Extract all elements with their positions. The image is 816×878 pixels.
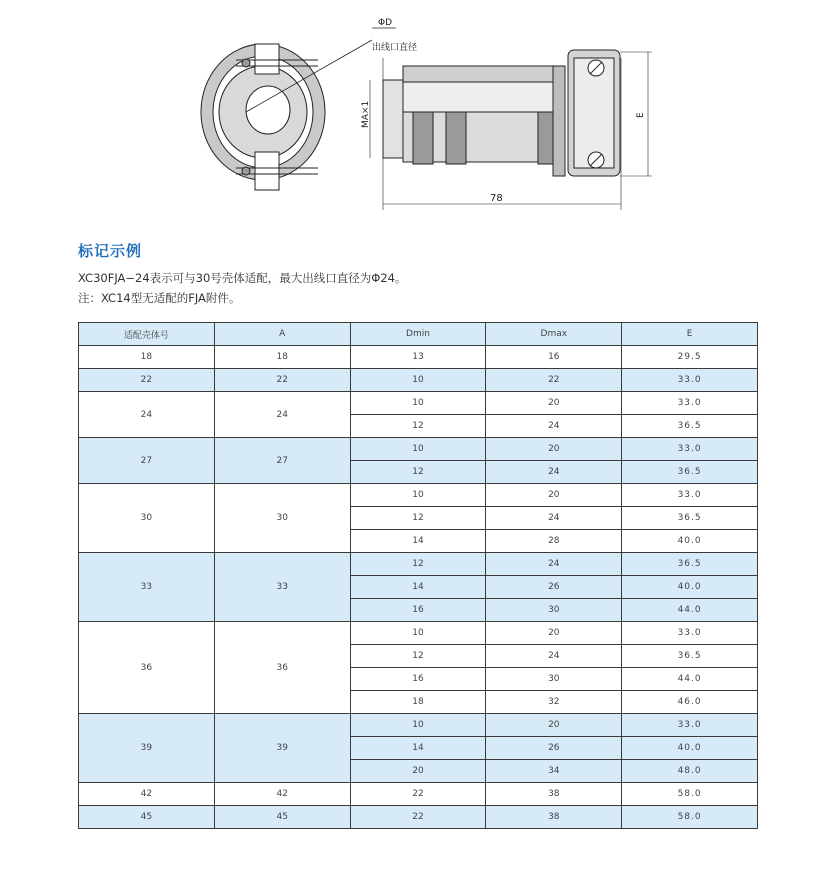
dmin-cell: 14: [350, 576, 486, 599]
shell-size-cell: 18: [79, 346, 215, 369]
thread-label: MA×1: [361, 100, 371, 128]
dmin-cell: 12: [350, 415, 486, 438]
e-value-cell: 58.0: [622, 783, 758, 806]
header-dmax: Dmax: [486, 323, 622, 346]
phi-d-label: ΦD: [378, 18, 393, 28]
dmax-cell: 24: [486, 645, 622, 668]
e-value-cell: 40.0: [622, 530, 758, 553]
shell-size-cell: 33: [79, 553, 215, 622]
example-description: XC30FJA−24表示可与30号壳体适配，最大出线口直径为Φ24。: [78, 271, 407, 285]
dmax-cell: 24: [486, 461, 622, 484]
dmax-cell: 38: [486, 806, 622, 829]
e-value-cell: 33.0: [622, 438, 758, 461]
clamp-front-view: [201, 40, 372, 190]
dmin-cell: 10: [350, 714, 486, 737]
e-value-cell: 33.0: [622, 392, 758, 415]
shell-size-cell: 36: [79, 622, 215, 714]
dmax-cell: 20: [486, 392, 622, 415]
dmax-cell: 20: [486, 622, 622, 645]
table-row: [79, 553, 758, 576]
e-value-cell: 36.5: [622, 415, 758, 438]
dmin-cell: 10: [350, 392, 486, 415]
table-row: [79, 484, 758, 507]
dmin-cell: 12: [350, 645, 486, 668]
e-value-cell: 29.5: [622, 346, 758, 369]
shell-size-cell: 27: [79, 438, 215, 484]
table-header-row: [79, 323, 758, 346]
dmin-cell: 12: [350, 461, 486, 484]
shell-size-cell: 39: [79, 714, 215, 783]
table-row: [79, 438, 758, 461]
dmax-cell: 26: [486, 576, 622, 599]
dmax-cell: 26: [486, 737, 622, 760]
dmin-cell: 22: [350, 783, 486, 806]
dmax-cell: 28: [486, 530, 622, 553]
a-value-cell: 39: [214, 714, 350, 783]
header-a: A: [214, 323, 350, 346]
table-row: [79, 392, 758, 415]
dmin-cell: 10: [350, 484, 486, 507]
table-row: [79, 783, 758, 806]
e-value-cell: 36.5: [622, 507, 758, 530]
dimension-e-label: E: [636, 112, 646, 118]
a-value-cell: 27: [214, 438, 350, 484]
e-value-cell: 33.0: [622, 484, 758, 507]
header-e: E: [622, 323, 758, 346]
length-dimension-label: 78: [490, 193, 503, 204]
dmin-cell: 14: [350, 530, 486, 553]
dmax-cell: 32: [486, 691, 622, 714]
connector-technical-drawing: [0, 0, 816, 220]
e-value-cell: 40.0: [622, 576, 758, 599]
dmax-cell: 30: [486, 599, 622, 622]
table-row: [79, 806, 758, 829]
dmax-cell: 16: [486, 346, 622, 369]
table-row: [79, 369, 758, 392]
dmax-cell: 38: [486, 783, 622, 806]
e-value-cell: 33.0: [622, 622, 758, 645]
dmin-cell: 18: [350, 691, 486, 714]
table-row: [79, 346, 758, 369]
dmin-cell: 12: [350, 507, 486, 530]
shell-size-cell: 45: [79, 806, 215, 829]
dmax-cell: 24: [486, 415, 622, 438]
dmin-cell: 16: [350, 599, 486, 622]
dmin-cell: 14: [350, 737, 486, 760]
outlet-diameter-label: 出线口直径: [372, 43, 418, 53]
shell-size-cell: 42: [79, 783, 215, 806]
e-value-cell: 36.5: [622, 461, 758, 484]
dmin-cell: 22: [350, 806, 486, 829]
accessory-side-view: [370, 50, 652, 210]
dmin-cell: 10: [350, 622, 486, 645]
dmax-cell: 34: [486, 760, 622, 783]
a-value-cell: 42: [214, 783, 350, 806]
a-value-cell: 33: [214, 553, 350, 622]
a-value-cell: 30: [214, 484, 350, 553]
e-value-cell: 40.0: [622, 737, 758, 760]
e-value-cell: 33.0: [622, 369, 758, 392]
a-value-cell: 24: [214, 392, 350, 438]
shell-size-cell: 24: [79, 392, 215, 438]
a-value-cell: 22: [214, 369, 350, 392]
dmin-cell: 13: [350, 346, 486, 369]
section-title: 标记示例: [78, 242, 143, 260]
e-value-cell: 44.0: [622, 668, 758, 691]
dmax-cell: 24: [486, 553, 622, 576]
spec-table: [78, 322, 758, 829]
dmin-cell: 20: [350, 760, 486, 783]
table-body: [79, 346, 758, 829]
shell-size-cell: 22: [79, 369, 215, 392]
note-text: 注：XC14型无适配的FJA附件。: [78, 291, 241, 305]
e-value-cell: 48.0: [622, 760, 758, 783]
table-row: [79, 714, 758, 737]
e-value-cell: 44.0: [622, 599, 758, 622]
dmin-cell: 10: [350, 369, 486, 392]
e-value-cell: 33.0: [622, 714, 758, 737]
dmax-cell: 20: [486, 714, 622, 737]
e-value-cell: 36.5: [622, 553, 758, 576]
dmin-cell: 12: [350, 553, 486, 576]
e-value-cell: 58.0: [622, 806, 758, 829]
a-value-cell: 18: [214, 346, 350, 369]
dmax-cell: 24: [486, 507, 622, 530]
dmax-cell: 22: [486, 369, 622, 392]
header-dmin: Dmin: [350, 323, 486, 346]
table-row: [79, 622, 758, 645]
e-value-cell: 46.0: [622, 691, 758, 714]
dmin-cell: 16: [350, 668, 486, 691]
dmax-cell: 20: [486, 438, 622, 461]
shell-size-cell: 30: [79, 484, 215, 553]
dmin-cell: 10: [350, 438, 486, 461]
header-shell: 适配壳体号: [79, 323, 215, 346]
a-value-cell: 45: [214, 806, 350, 829]
dmax-cell: 20: [486, 484, 622, 507]
a-value-cell: 36: [214, 622, 350, 714]
e-value-cell: 36.5: [622, 645, 758, 668]
dmax-cell: 30: [486, 668, 622, 691]
